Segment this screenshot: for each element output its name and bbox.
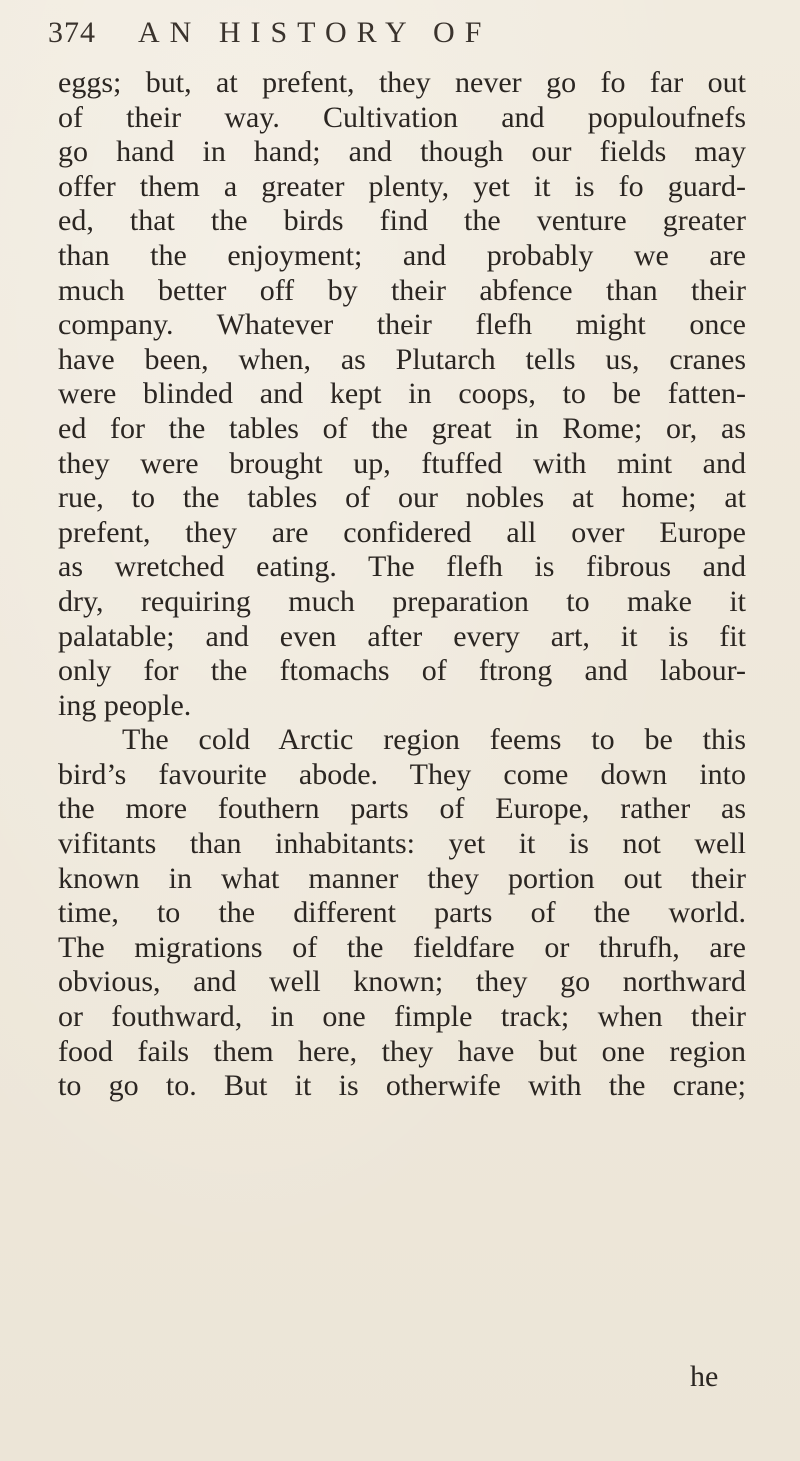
text-line: or fouthward, in one fimple track; when their	[58, 1000, 746, 1034]
text-line: palatable; and even after every art, it is fit	[58, 619, 746, 653]
text-line: company. Whatever their flefh might once	[58, 308, 746, 342]
text-line: than the enjoyment; and probably we are	[58, 238, 746, 272]
text-line: The migrations of the fieldfare or thrufh, are	[58, 930, 746, 964]
text-line: ed, that the birds find the venture greater	[58, 204, 746, 238]
catchword: he	[690, 1360, 719, 1393]
text-line: have been, when, as Plutarch tells us, cranes	[58, 342, 746, 376]
text-line: known in what manner they portion out their	[58, 861, 746, 895]
text-line: ed for the tables of the great in Rome; or, as	[58, 411, 746, 445]
paragraph-start-line: The cold Arctic region feems to be this	[122, 723, 746, 757]
text-line: were blinded and kept in coops, to be fatten-	[58, 377, 746, 411]
page-header	[48, 16, 748, 62]
text-line: they were brought up, ftuffed with mint and	[58, 446, 746, 480]
text-line: the more fouthern parts of Europe, rather as	[58, 792, 746, 826]
text-line: obvious, and well known; they go northward	[58, 965, 746, 999]
text-line: prefent, they are confidered all over Europe	[58, 515, 746, 549]
text-line: vifitants than inhabitants: yet it is not well	[58, 827, 746, 861]
text-line: as wretched eating. The flefh is fibrous and	[58, 550, 746, 584]
page-number: 374	[48, 16, 96, 49]
paragraph-end-line: ing people.	[58, 688, 192, 722]
text-line: to go to. But it is otherwife with the crane;	[58, 1069, 746, 1103]
text-line: time, to the different parts of the world.	[58, 896, 746, 930]
text-line: of their way. Cultivation and populoufnefs	[58, 100, 746, 134]
text-line: bird’s favourite abode. They come down into	[58, 757, 746, 791]
body-text	[58, 66, 746, 1104]
text-line: eggs; but, at prefent, they never go fo far out	[58, 66, 746, 99]
text-line: dry, requiring much preparation to make it	[58, 584, 746, 618]
text-line: much better off by their abfence than their	[58, 273, 746, 307]
text-line: food fails them here, they have but one region	[58, 1034, 746, 1068]
text-line: offer them a greater plenty, yet it is fo guard-	[58, 169, 746, 203]
text-line: go hand in hand; and though our fields may	[58, 135, 746, 169]
text-line: rue, to the tables of our nobles at home; at	[58, 481, 746, 515]
text-line: only for the ftomachs of ftrong and labour-	[58, 654, 746, 688]
running-head: AN HISTORY OF	[138, 16, 492, 49]
